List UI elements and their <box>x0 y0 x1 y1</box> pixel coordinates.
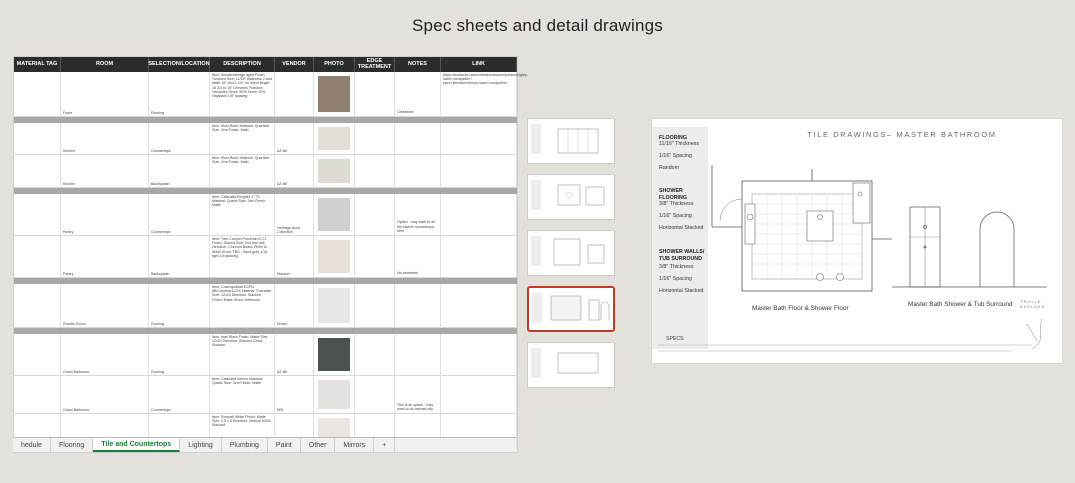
cell-material-tag[interactable] <box>14 72 61 116</box>
tab-mirrors[interactable]: Mirrors <box>335 438 374 452</box>
notes-text: Limestone <box>397 109 414 114</box>
room-text: Powder Room <box>63 321 86 326</box>
cell-edge[interactable] <box>355 123 395 154</box>
panel-text: Horizontal Stacked <box>659 288 704 294</box>
cell-vendor[interactable] <box>275 236 314 277</box>
vendor-text: AZ tile <box>277 181 288 186</box>
table-row[interactable] <box>14 155 517 188</box>
tab-schedule[interactable]: hedule <box>13 438 51 452</box>
cell-edge[interactable] <box>355 194 395 235</box>
cell-vendor[interactable] <box>275 334 314 375</box>
cell-edge[interactable] <box>355 284 395 327</box>
page-thumbnail[interactable] <box>527 342 615 388</box>
cell-room[interactable] <box>61 72 149 116</box>
tile-photo <box>318 380 350 409</box>
selection-text: Flooring <box>151 369 164 374</box>
notes-text: No treatment <box>397 270 418 275</box>
description-text: Item: Tree Canyon Porcelain 8 C1 Finish: Glazed Size: 2x4 and 4x8 Direction: Chevron Board, Refer to detail Grout: TBD - Sand grey 1/16 light 1/8 spacing <box>212 237 268 258</box>
cell-photo[interactable] <box>314 236 355 277</box>
cell-link[interactable] <box>441 334 517 375</box>
table-row[interactable] <box>14 334 517 376</box>
cell-room[interactable] <box>61 284 149 327</box>
spreadsheet[interactable] <box>13 56 528 453</box>
cell-link[interactable] <box>441 72 528 116</box>
cell-vendor[interactable] <box>275 155 314 187</box>
cell-description[interactable] <box>210 376 275 413</box>
col-room[interactable]: ROOM <box>61 57 149 72</box>
cell-material-tag[interactable] <box>14 123 61 154</box>
cell-photo[interactable] <box>314 123 355 154</box>
cell-photo[interactable] <box>314 376 355 413</box>
col-description[interactable]: DESCRIPTION <box>210 57 275 72</box>
cell-photo[interactable] <box>314 155 355 187</box>
sheet-tabs <box>13 437 516 452</box>
vendor-text: AZ tile <box>277 148 288 153</box>
cell-material-tag[interactable] <box>14 334 61 375</box>
page-thumbnail[interactable] <box>527 118 615 164</box>
room-text: Pantry <box>63 271 74 276</box>
cell-vendor[interactable] <box>275 194 314 235</box>
vendor-text: Marazzi <box>277 271 290 276</box>
tile-photo <box>318 288 350 323</box>
tile-photo <box>318 127 350 150</box>
caption-surround: Master Bath Shower & Tub Surround <box>908 301 1013 308</box>
description-text: Item: Inari Black Finish: Matte Size: 12x24 Direction: Stacked Grout: Shadow <box>212 335 269 348</box>
panel-text: 1/16" Spacing <box>659 153 692 159</box>
cell-link[interactable] <box>441 123 517 154</box>
cell-selection[interactable] <box>149 194 210 235</box>
room-text: Foyer <box>63 110 73 115</box>
table-row[interactable] <box>14 376 517 414</box>
cell-description[interactable] <box>210 72 275 116</box>
caption-floor: Master Bath Floor & Shower Floor <box>752 305 849 312</box>
cell-notes[interactable] <box>395 194 441 235</box>
cell-link[interactable] <box>441 284 517 327</box>
cell-link[interactable] <box>441 194 517 235</box>
link-text: https://tourfaces.com/collections/stone/products/grey-barre-montpellier?spec=limestone&tone=warm-montpellier <box>443 73 528 86</box>
cell-description[interactable] <box>210 123 275 154</box>
cell-photo[interactable] <box>314 284 355 327</box>
description-text: Item: Pompeii White Finish: Matte Size: 2.5 x 8 Direction: Vertical 50/50 Stacked <box>212 415 271 428</box>
cell-room[interactable] <box>61 123 149 154</box>
description-text: Item: Cosmopolitan ECRU 8B/Cosmos/12/24 Material: Porcelain Size: 12x24 Direction: Stacked Finish: Matte Grout: Driftwood <box>212 285 272 302</box>
panel-text: 1/16" Spacing <box>659 213 692 219</box>
room-text: Pantry <box>63 229 74 234</box>
panel-text: 3/8" Thickness <box>659 264 694 270</box>
cell-description[interactable] <box>210 284 275 327</box>
col-edge-treatment[interactable]: EDGE TREATMENT <box>355 57 395 72</box>
cell-selection[interactable] <box>149 334 210 375</box>
cell-description[interactable] <box>210 334 275 375</box>
cell-link[interactable] <box>441 376 517 413</box>
drawing-title: TILE DRAWINGS– MASTER BATHROOM <box>807 130 997 139</box>
cell-selection[interactable] <box>149 123 210 154</box>
cell-description[interactable] <box>210 194 275 235</box>
cell-selection[interactable] <box>149 284 210 327</box>
cell-link[interactable] <box>441 155 517 187</box>
col-selection[interactable]: SELECTION/LOCATION <box>149 57 210 72</box>
table-row[interactable] <box>14 284 517 328</box>
cell-material-tag[interactable] <box>14 284 61 327</box>
table-row[interactable] <box>14 236 517 278</box>
floor-plan-drawings <box>652 119 1062 363</box>
slide-title: Spec sheets and detail drawings <box>412 16 663 35</box>
cell-room[interactable] <box>61 194 149 235</box>
description-text: Item: Monarchbridge aged Finish: Tumbled Size: 11/16" thickness 2 and width 16" and 1 1/4" on direct length 16 3/4 to 16" Direction: Random Versailles Grout: 90% Stone 10% Haystack 1/8" spacing <box>212 73 272 99</box>
col-link[interactable]: LINK <box>441 57 517 72</box>
cell-vendor[interactable] <box>275 123 314 154</box>
tile-photo <box>318 159 350 183</box>
panel-text: Random <box>659 165 680 171</box>
cell-notes[interactable] <box>395 123 441 154</box>
page-thumbnail[interactable] <box>527 174 615 220</box>
cell-notes[interactable] <box>395 72 441 116</box>
page-thumbnails <box>524 112 646 372</box>
col-photo[interactable]: PHOTO <box>314 57 355 72</box>
page-thumbnail-selected[interactable] <box>527 286 615 332</box>
vendor-text: MSI <box>277 407 284 412</box>
panel-text: Horizontal Stacked <box>659 225 704 231</box>
table-row[interactable] <box>14 194 517 236</box>
cell-description[interactable] <box>210 236 275 277</box>
cell-room[interactable] <box>61 236 149 277</box>
cell-edge[interactable] <box>355 376 395 413</box>
vendor-text: Heritage stone Collection <box>277 225 301 234</box>
cell-material-tag[interactable] <box>14 376 61 413</box>
tab-lighting[interactable]: Lighting <box>180 438 222 452</box>
room-text: Kitchen <box>63 148 75 153</box>
selection-text: Countertops <box>151 229 171 234</box>
cell-edge[interactable] <box>355 155 395 187</box>
notes-text: This is an option - may want to do hannah city <box>397 402 434 411</box>
cell-edge[interactable] <box>355 334 395 375</box>
cell-notes[interactable] <box>395 376 441 413</box>
panel-heading-flooring: FLOORING <box>659 135 687 141</box>
description-text: Item: Calacatta Inferno Material: Quartz Size: 3cm Finish: Matte <box>212 377 264 386</box>
cell-selection[interactable] <box>149 155 210 187</box>
selection-text: Flooring <box>151 321 164 326</box>
tile-photo <box>318 198 350 231</box>
cell-photo[interactable] <box>314 194 355 235</box>
tab-plumbing[interactable]: Plumbing <box>222 438 268 452</box>
description-text: Item: Mont Blanc Material: Quartzite Size: 2cm Finish: Satin <box>212 156 270 165</box>
selection-text: Backsplash <box>151 271 170 276</box>
room-text: Guest Bathroom <box>63 369 90 374</box>
tab-flooring[interactable]: Flooring <box>51 438 93 452</box>
tile-photo <box>318 338 350 371</box>
panel-heading-shower-walls: SHOWER WALLS/ TUB SURROUND <box>659 249 705 262</box>
panel-heading-shower-flooring: SHOWER FLOORING <box>659 188 687 201</box>
cell-material-tag[interactable] <box>14 155 61 187</box>
panel-text: 11/16" Thickness <box>659 141 699 147</box>
cell-notes[interactable] <box>395 236 441 277</box>
table-body <box>14 72 528 450</box>
selection-text: Countertops <box>151 407 171 412</box>
vendor-text: AZ tile <box>277 369 288 374</box>
cell-selection[interactable] <box>149 236 210 277</box>
notes-text: Option - may want to do the kitchen countertops here <box>397 220 436 233</box>
panel-text: 3/8" Thickness <box>659 201 694 207</box>
specs-label: SPECS <box>666 336 684 342</box>
header-row <box>14 57 517 72</box>
vendor-text: Emser <box>277 321 288 326</box>
cell-photo[interactable] <box>314 72 355 116</box>
cell-vendor[interactable] <box>275 284 314 327</box>
cell-room[interactable] <box>61 155 149 187</box>
cell-notes[interactable] <box>395 334 441 375</box>
page-thumbnail[interactable] <box>527 230 615 276</box>
panel-text: 1/16" Spacing <box>659 276 692 282</box>
selection-text: Flooring <box>151 110 164 115</box>
drawing-page[interactable] <box>651 118 1063 364</box>
cell-material-tag[interactable] <box>14 194 61 235</box>
room-text: Kitchen <box>63 181 75 186</box>
add-sheet-button[interactable]: + <box>374 438 395 452</box>
firm-name: TROLLE AXELSEN <box>1020 299 1046 309</box>
cell-room[interactable] <box>61 376 149 413</box>
cell-room[interactable] <box>61 334 149 375</box>
cell-notes[interactable] <box>395 284 441 327</box>
col-vendor[interactable]: VENDOR <box>275 57 314 72</box>
description-text: Item: Mont Blanc Material: Quartzite Size: 3cm Finish: Satin <box>212 124 270 133</box>
table-row[interactable] <box>14 72 528 117</box>
selection-text: Countertops <box>151 148 171 153</box>
cell-photo[interactable] <box>314 334 355 375</box>
cell-description[interactable] <box>210 155 275 187</box>
tab-other[interactable]: Other <box>301 438 336 452</box>
col-material-tag[interactable]: MATERIAL TAG <box>14 57 61 72</box>
cell-link[interactable] <box>441 236 517 277</box>
room-text: Guest Bathroom <box>63 407 90 412</box>
table-row[interactable] <box>14 123 517 155</box>
tab-tile-and-countertops[interactable]: Tile and Countertops <box>93 438 180 452</box>
col-notes[interactable]: NOTES <box>395 57 441 72</box>
tile-photo <box>318 240 350 273</box>
cell-notes[interactable] <box>395 155 441 187</box>
tile-photo <box>318 76 350 112</box>
description-text: Item: Calacatta Borghini 1" T2 Material: Quartz Size: 3cm Finish: Matte <box>212 195 266 208</box>
cell-vendor[interactable] <box>275 376 314 413</box>
cell-edge[interactable] <box>355 72 395 116</box>
selection-text: Backsplash <box>151 181 170 186</box>
cell-edge[interactable] <box>355 236 395 277</box>
cell-selection[interactable] <box>149 72 210 116</box>
cell-vendor[interactable] <box>275 72 314 116</box>
cell-material-tag[interactable] <box>14 236 61 277</box>
cell-selection[interactable] <box>149 376 210 413</box>
tab-paint[interactable]: Paint <box>268 438 301 452</box>
